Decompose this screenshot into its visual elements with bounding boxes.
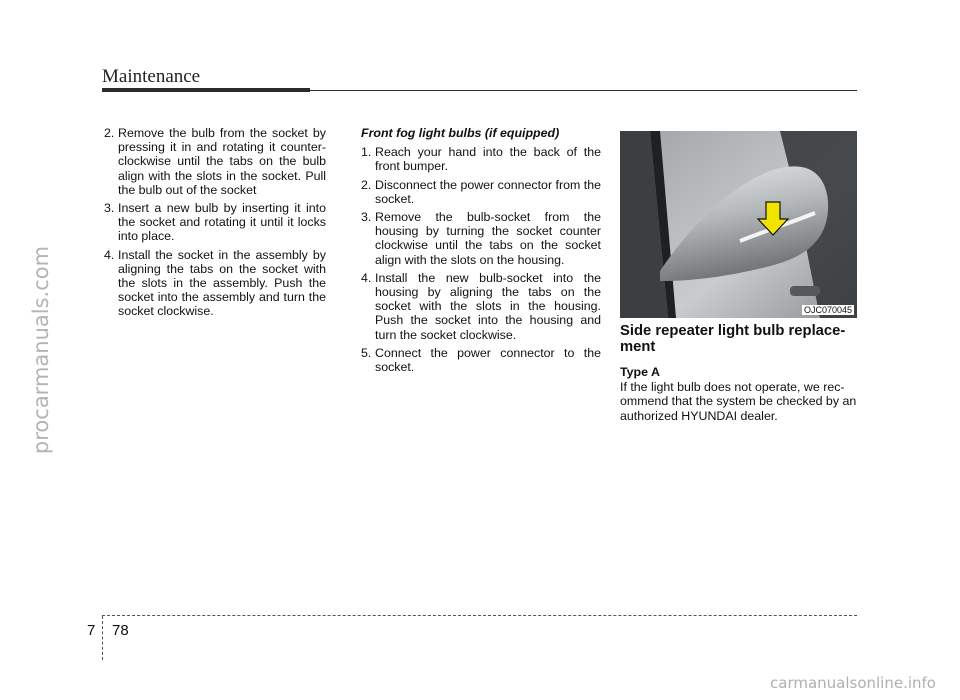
mirror-photo [620, 131, 857, 318]
step-number: 2. [104, 126, 115, 140]
side-repeater-body: If the light bulb does not operate, we rec-ommend that the system be checked by an authorized HYUNDAI dealer. [620, 380, 857, 423]
step-number: 3. [104, 201, 115, 216]
list-item [361, 178, 601, 206]
step-text: Connect the power connector to the socket. [375, 345, 601, 375]
step-text: Insert a new bulb by inserting it into the socket and rotating it until it locks into place. [118, 201, 326, 244]
list-item [361, 271, 601, 342]
watermark-bottom: carmanualsonline.info [770, 674, 936, 692]
step-text: Install the socket in the assembly by aligning the tabs on the socket with the slots in the assembly. Push the socket into the assembly and turn the socket clockwise. [118, 247, 326, 319]
step-number: 5. [361, 345, 372, 360]
list-item [361, 210, 601, 267]
step-text: Remove the bulb from the socket by pressing it in and rotating it counter-clockwise until the tabs on the bulb align with the slots in the socket. Pull the bulb out of the socket [118, 126, 326, 197]
step-text: Install the new bulb-socket into the housing by aligning the tabs on the socket with the slots in the housing. Push the socket into the housing and turn the socket clockwise. [375, 270, 601, 342]
side-repeater-heading: Side repeater light bulb replace-ment [620, 323, 846, 355]
mirror-illustration [620, 131, 857, 318]
door-handle-shape [790, 286, 820, 296]
column-1 [104, 126, 326, 323]
list-item [104, 201, 326, 244]
page-number: 78 [112, 622, 129, 639]
list-item [104, 126, 326, 197]
image-code: OJC070045 [803, 305, 852, 315]
step-number: 4. [104, 247, 115, 262]
header-rule-thick [102, 88, 310, 92]
header-rule-thin [310, 90, 857, 91]
step-number: 3. [361, 210, 372, 225]
step-number: 4. [361, 270, 372, 285]
type-label: Type A [620, 365, 660, 379]
watermark-left [24, 165, 58, 535]
step-text: Reach your hand into the back of the front bumper. [375, 145, 601, 174]
steps-list-2 [361, 145, 601, 374]
footer-divider [102, 616, 103, 660]
section-title: Maintenance [102, 66, 201, 87]
watermark-left-text: procarmanuals.com [29, 245, 53, 455]
list-item [361, 145, 601, 173]
step-number: 2. [361, 177, 372, 192]
chapter-number: 7 [87, 622, 96, 639]
step-text: Remove the bulb-socket from the housing by turning the socket counter clockwise until the tabs on the socket align with the slots on the housing. [375, 210, 601, 267]
column-2 [361, 126, 601, 378]
list-item [104, 248, 326, 319]
fog-light-heading: Front fog light bulbs (if equipped) [361, 126, 560, 140]
list-item [361, 346, 601, 374]
footer-rule [102, 615, 857, 616]
steps-list-1 [104, 126, 326, 319]
step-text: Disconnect the power connector from the socket. [375, 177, 601, 206]
step-number: 1. [361, 145, 372, 160]
column-3 [620, 323, 858, 423]
